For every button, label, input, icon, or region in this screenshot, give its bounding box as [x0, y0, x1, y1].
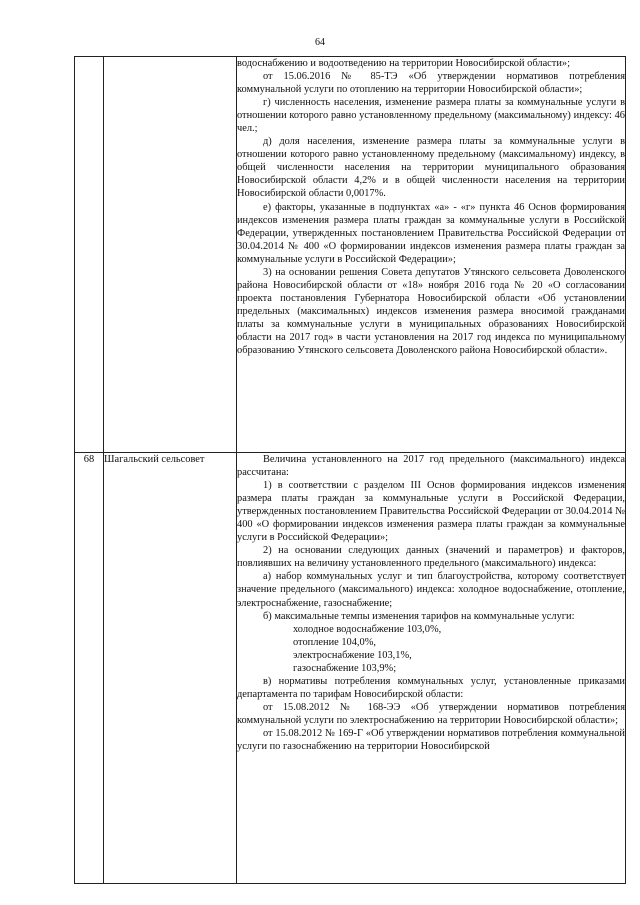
description-paragraph: в) нормативы потребления коммунальных услуг, установленные приказами департамента по тарифам Новосибирской области: [237, 675, 625, 700]
description-paragraph: 1) в соответствии с разделом III Основ формирования индексов изменения размера платы граждан за коммунальные услуги в Российской Федерации, утвержденных постановлением Правительства Российской Федерации от 30.04.2014 № 400 «О формировании индексов изменения размера платы граждан за коммунальные услуги в Российской Федерации»; [237, 480, 625, 544]
description-paragraph: водоснабжению и водоотведению на территории Новосибирской области»; [237, 58, 570, 69]
description-cell [237, 57, 626, 453]
description-paragraph: от 15.08.2012 № 169-Г «Об утверждении нормативов потребления коммунальной услуги по газоснабжению на территории Новосибирской [237, 727, 625, 753]
description-cell [237, 453, 626, 884]
description-paragraph: от 15.08.2012 № 168-ЭЭ «Об утверждении нормативов потребления коммунальной услуги по электроснабжению на территории Новосибирской области»; [237, 701, 625, 726]
municipality-name-cell [104, 57, 237, 453]
description-paragraph: б) максимальные темпы изменения тарифов на коммунальные услуги: [263, 610, 575, 622]
tariff-list-item: отопление 104,0%, [293, 636, 376, 648]
description-paragraph: а) набор коммунальных услуг и тип благоустройства, которому соответствует значение предельного (максимального) индекса: холодное водоснабжение, отопление, электроснабжение, газоснабжение; [237, 571, 625, 609]
tariff-list-item: холодное водоснабжение 103,0%, [293, 623, 442, 635]
description-paragraph: г) численность населения, изменение размера платы за коммунальные услуги в отношении которого равно установленному предельному (максимальному) индексу: 46 чел.; [237, 97, 625, 135]
index-table [74, 56, 626, 884]
description-paragraph: 3) на основании решения Совета депутатов Утянского сельсовета Доволенского района Новосибирской области от «18» ноября 2016 года № 20 «О согласовании проекта постановления Губернатора Новосибирской области «Об установлении предельных (максимальных) индексов изменения размера вносимой гражданами платы за коммунальные услуги в муниципальных образованиях Новосибирской области на 2017 год» в части установления на 2017 год индекса по муниципальному образованию Утянского сельсовета Доволенского района Новосибирской области». [237, 266, 625, 357]
tariff-list-item: электроснабжение 103,1%, [293, 649, 412, 661]
municipality-name-cell: Шагальский сельсовет [104, 453, 237, 884]
row-number-cell [75, 57, 104, 453]
description-paragraph: от 15.06.2016 № 85-ТЭ «Об утверждении нормативов потребления коммунальной услуги по отоплению на территории Новосибирской области»; [237, 71, 625, 96]
table-row [75, 57, 626, 453]
page-number: 64 [315, 37, 325, 48]
description-paragraph: 2) на основании следующих данных (значений и параметров) и факторов, повлиявших на величину установленного предельного (максимального) индекса: [237, 545, 625, 570]
description-paragraph: е) факторы, указанные в подпунктах «а» - «г» пункта 46 Основ формирования индексов изменения размера платы граждан за коммунальные услуги в Российской Федерации, утвержденных постановлением Правительства Российской Федерации от 30.04.2014 № 400 «О формировании индексов изменения размера платы граждан за коммунальные услуги в Российской Федерации»; [237, 201, 625, 265]
description-paragraph: д) доля населения, изменение размера платы за коммунальные услуги в отношении которого равно установленному предельному (максимальному) индексу, в общей численности населения на территории муниципального образования Новосибирской области 4,2% и в общей численности населения на территории Новосибирской области 0,0017%. [237, 136, 625, 200]
row-number-cell: 68 [75, 453, 104, 884]
description-paragraph: Величина установленного на 2017 год предельного (максимального) индекса рассчитана: [237, 454, 625, 479]
table-row [75, 453, 626, 884]
tariff-list-item: газоснабжение 103,9%; [293, 662, 397, 674]
